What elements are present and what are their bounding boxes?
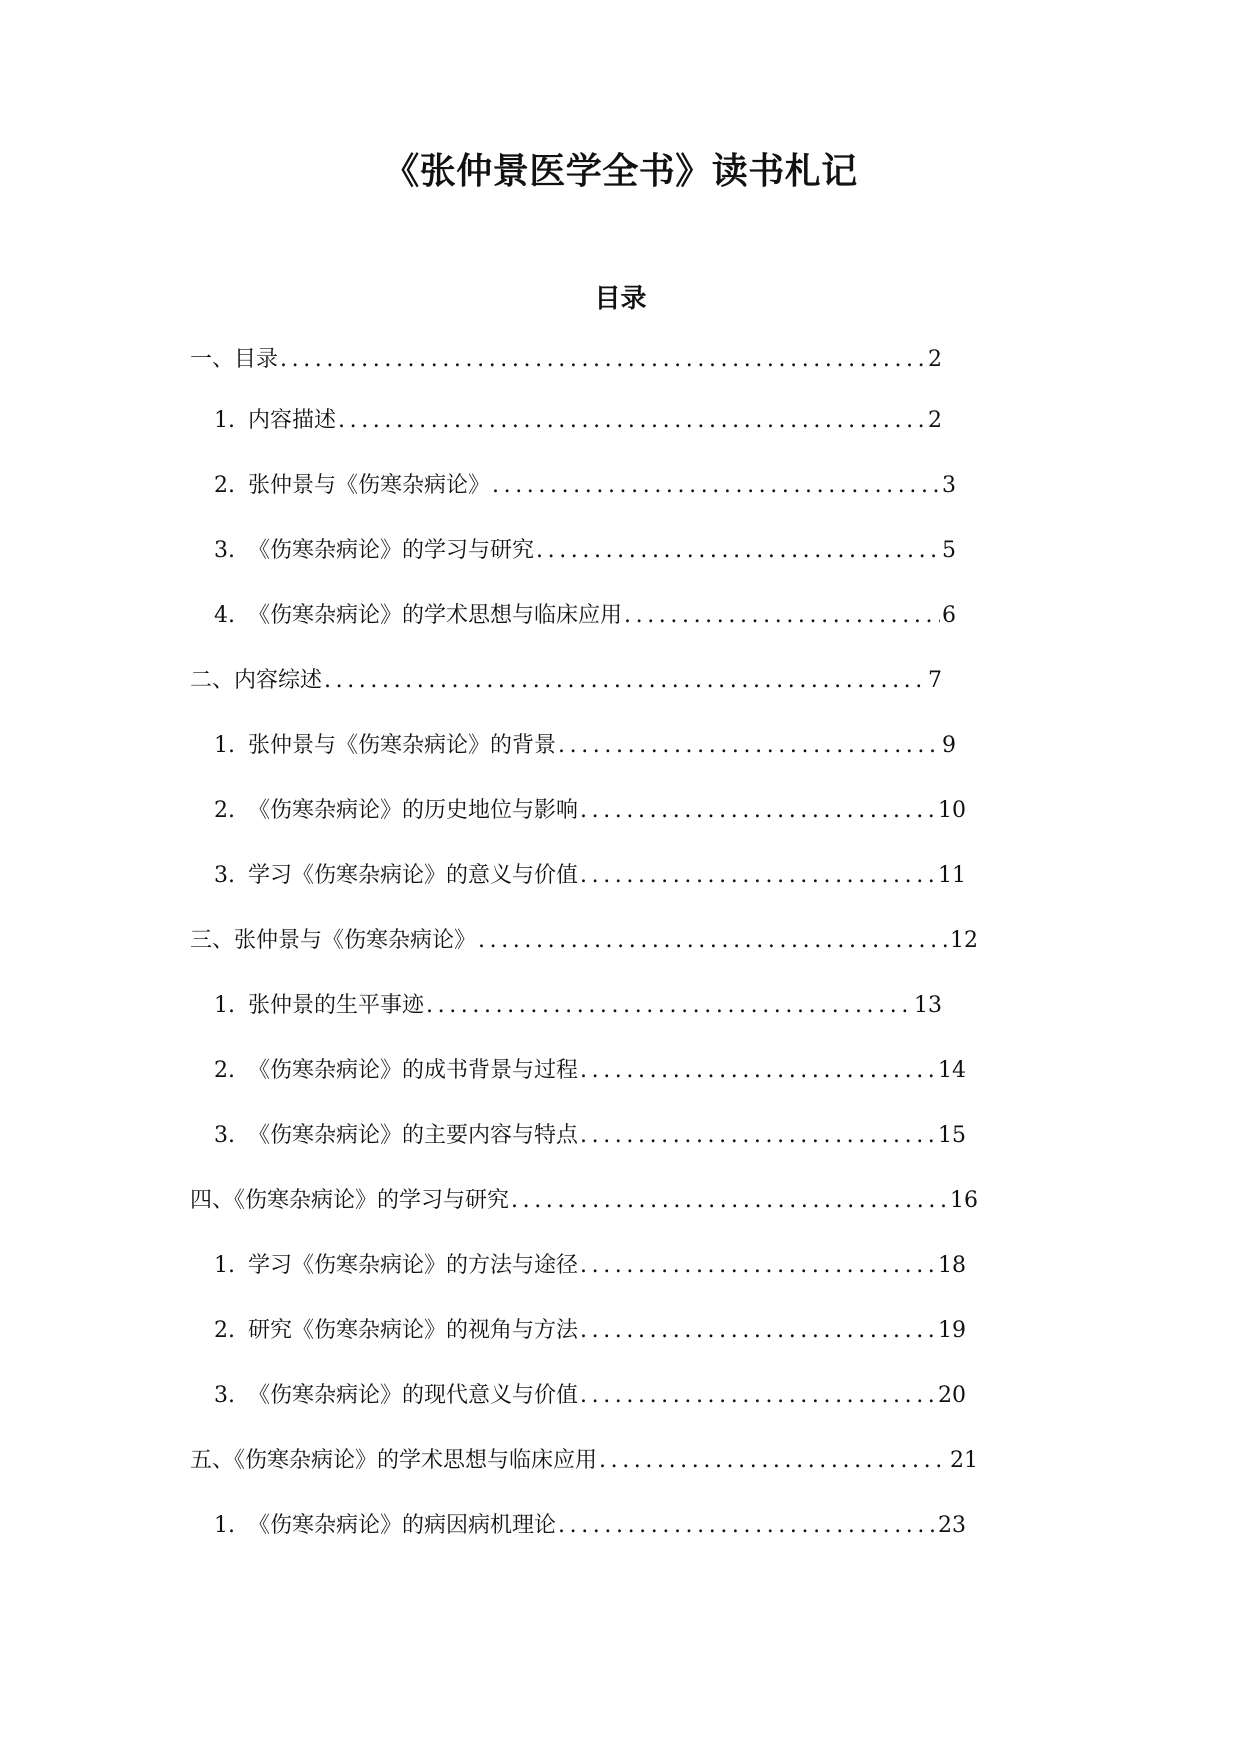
toc-entry-page: 21 (950, 1448, 978, 1473)
toc-heading: 目录 (594, 284, 647, 314)
toc-entry-number: 1. (214, 408, 235, 433)
toc-leader (536, 535, 940, 567)
toc-entry-page: 5 (942, 538, 956, 563)
toc-entry[interactable] (214, 1250, 966, 1282)
toc-leader (492, 470, 940, 502)
toc-entry-text: 二、内容综述 (190, 668, 323, 693)
toc-entry-text: 《伤寒杂病论》的学术思想与临床应用 (248, 603, 623, 628)
toc-entry-number: 3. (214, 863, 235, 888)
toc-entry-text: 《伤寒杂病论》的成书背景与过程 (248, 1058, 579, 1083)
toc-leader (580, 1055, 936, 1087)
toc-entry-number: 4. (214, 603, 235, 628)
toc-entry-page: 3 (942, 473, 956, 498)
toc-entry[interactable] (214, 535, 956, 567)
toc-entry-page: 12 (950, 928, 978, 953)
toc-entry-text: 研究《伤寒杂病论》的视角与方法 (248, 1318, 579, 1343)
toc-entry-page: 15 (938, 1123, 966, 1148)
toc-entry-page: 16 (950, 1188, 978, 1213)
toc-entry[interactable] (190, 1185, 978, 1217)
toc-entry-page: 11 (938, 863, 966, 888)
toc-entry-page: 18 (938, 1253, 966, 1278)
toc-leader (580, 1250, 936, 1282)
toc-entry-text: 《伤寒杂病论》的现代意义与价值 (248, 1383, 579, 1408)
toc-entry-number: 1. (214, 1253, 235, 1278)
toc-entry[interactable] (190, 925, 978, 957)
toc-leader (580, 1315, 936, 1347)
toc-entry-number: 2. (214, 1318, 235, 1343)
toc-entry-page: 20 (938, 1383, 966, 1408)
toc-entry-page: 2 (928, 408, 942, 433)
toc-entry[interactable] (214, 600, 956, 632)
toc-entry-number: 2. (214, 798, 235, 823)
toc-entry-text: 三、张仲景与《伤寒杂病论》 (190, 928, 477, 953)
toc-entry-number: 3. (214, 1123, 235, 1148)
toc-leader (511, 1185, 948, 1217)
toc-entry-text: 张仲景与《伤寒杂病论》的背景 (248, 733, 557, 758)
toc-leader (478, 925, 948, 957)
toc-entry-number: 2. (214, 1058, 235, 1083)
toc-entry-page: 13 (914, 993, 942, 1018)
toc-leader (558, 1510, 936, 1542)
toc-leader (580, 1120, 936, 1152)
toc-entry-text: 《伤寒杂病论》的学习与研究 (248, 538, 535, 563)
toc-entry-text: 张仲景的生平事迹 (248, 993, 425, 1018)
toc-entry[interactable] (214, 1510, 966, 1542)
toc-entry-text: 《伤寒杂病论》的主要内容与特点 (248, 1123, 579, 1148)
toc-leader (558, 730, 940, 762)
toc-entry[interactable] (214, 1315, 966, 1347)
toc-entry-number: 1. (214, 733, 235, 758)
toc-entry[interactable] (214, 990, 942, 1022)
toc-leader (426, 990, 912, 1022)
toc-entry-number: 1. (214, 1513, 235, 1538)
toc-entry-number: 2. (214, 473, 235, 498)
toc-entry[interactable] (190, 344, 942, 376)
toc-leader (324, 665, 926, 697)
toc-entry-page: 14 (938, 1058, 966, 1083)
toc-leader (624, 600, 940, 632)
toc-entry[interactable] (190, 1445, 978, 1477)
toc-entry-text: 学习《伤寒杂病论》的意义与价值 (248, 863, 579, 888)
toc-leader (599, 1445, 948, 1477)
toc-leader (280, 344, 926, 376)
toc-entry-page: 10 (938, 798, 966, 823)
toc-entry-text: 内容描述 (248, 408, 337, 433)
toc-entry-text: 《伤寒杂病论》的历史地位与影响 (248, 798, 579, 823)
toc-entry-number: 1. (214, 993, 235, 1018)
toc-entry-page: 6 (942, 603, 956, 628)
toc-entry[interactable] (214, 1380, 966, 1412)
toc-entry[interactable] (214, 470, 956, 502)
toc-leader (580, 1380, 936, 1412)
toc-entry[interactable] (214, 1055, 966, 1087)
toc-entry[interactable] (214, 860, 966, 892)
toc-entry-text: 五、《伤寒杂病论》的学术思想与临床应用 (190, 1448, 598, 1473)
toc-entry-text: 张仲景与《伤寒杂病论》 (248, 473, 491, 498)
toc-entry[interactable] (214, 1120, 966, 1152)
toc-entry[interactable] (214, 730, 956, 762)
toc-leader (580, 860, 936, 892)
toc-entry-text: 四、《伤寒杂病论》的学习与研究 (190, 1188, 510, 1213)
toc-entry-number: 3. (214, 538, 235, 563)
toc-leader (580, 795, 936, 827)
toc-entry[interactable] (190, 665, 942, 697)
toc-entry[interactable] (214, 795, 966, 827)
toc-entry-text: 《伤寒杂病论》的病因病机理论 (248, 1513, 557, 1538)
toc-entry-page: 2 (928, 347, 942, 372)
toc-entry-page: 7 (928, 668, 942, 693)
toc-entry-text: 一、目录 (190, 347, 279, 372)
toc-entry-page: 23 (938, 1513, 966, 1538)
toc-entry-page: 9 (942, 733, 956, 758)
toc-leader (338, 405, 926, 437)
toc-entry-page: 19 (938, 1318, 966, 1343)
toc-entry-number: 3. (214, 1383, 235, 1408)
document-title: 《张仲景医学全书》读书札记 (383, 151, 858, 192)
toc-entry-text: 学习《伤寒杂病论》的方法与途径 (248, 1253, 579, 1278)
toc-entry[interactable] (214, 405, 942, 437)
